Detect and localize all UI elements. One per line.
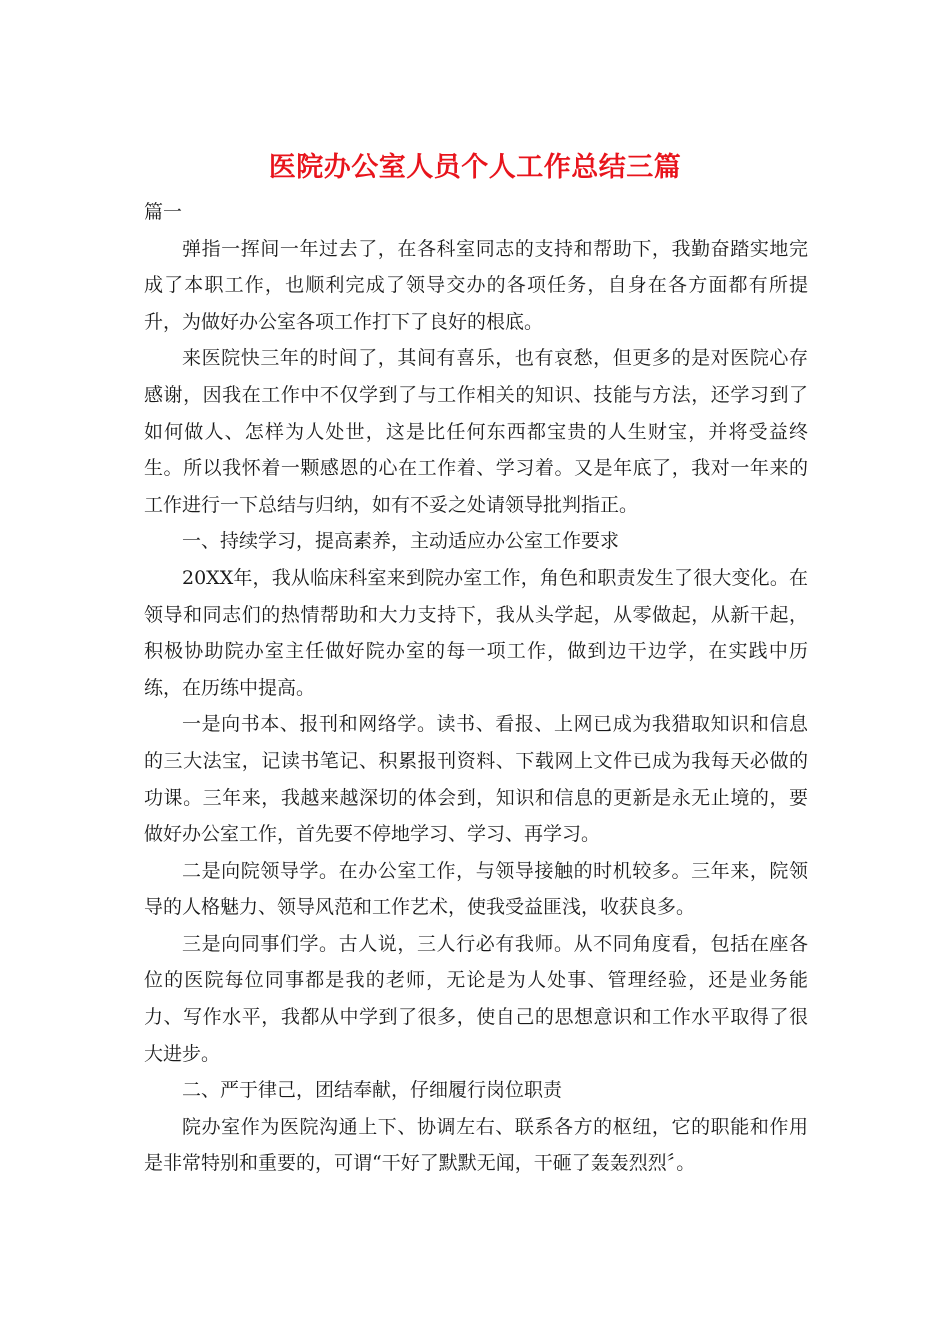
paragraph: 弹指一挥间一年过去了，在各科室同志的支持和帮助下，我勤奋踏实地完成了本职工作，也顺利完成了领导交办的各项任务，自身在各方面都有所提升，为做好办公室各项工作打下了良好的根底。 bbox=[144, 237, 808, 333]
paragraph: 来医院快三年的时间了，其间有喜乐，也有哀愁，但更多的是对医院心存感谢，因我在工作中不仅学到了与工作相关的知识、技能与方法，还学习到了如何做人、怎样为人处世，这是比任何东西都宝贵的人生财宝，并将受益终生。所以我怀着一颗感恩的心在工作着、学习着。又是年底了，我对一年来的工作进行一下总结与归纳，如有不妥之处请领导批判指正。 bbox=[144, 347, 808, 516]
paragraph: 二是向院领导学。在办公室工作，与领导接触的时机较多。三年来，院领导的人格魅力、领导风范和工作艺术，使我受益匪浅，收获良多。 bbox=[144, 859, 808, 919]
paragraph: 一是向书本、报刊和网络学。读书、看报、上网已成为我猎取知识和信息的三大法宝，记读书笔记、积累报刊资料、下载网上文件已成为我每天必做的功课。三年来，我越来越深切的体会到，知识和信息的更新是永无止境的，要做好办公室工作，首先要不停地学习、学习、再学习。 bbox=[144, 713, 808, 846]
section-heading: 一、持续学习，提高素养，主动适应办公室工作要求 bbox=[182, 530, 620, 553]
section-heading: 二、严于律己，团结奉献，仔细履行岗位职责 bbox=[182, 1079, 563, 1102]
paragraph: 三是向同事们学。古人说，三人行必有我师。从不同角度看，包括在座各位的医院每位同事都是我的老师，无论是为人处事、管理经验，还是业务能力、写作水平，我都从中学到了很多，使自己的思想意识和工作水平取得了很大进步。 bbox=[144, 932, 808, 1065]
paragraph: 20XX年，我从临床科室来到院办室工作，角色和职责发生了很大变化。在领导和同志们的热情帮助和大力支持下，我从头学起，从零做起，从新干起，积极协助院办室主任做好院办室的每一项工作，做到边干边学，在实践中历练，在历练中提高。 bbox=[144, 566, 808, 699]
document-body bbox=[144, 194, 808, 1182]
section-label: 篇一 bbox=[144, 201, 183, 223]
document-title: 医院办公室人员个人工作总结三篇 bbox=[268, 152, 682, 183]
paragraph: 院办室作为医院沟通上下、协调左右、联系各方的枢纽，它的职能和作用是非常特别和重要的，可谓“干好了默默无闻，干砸了轰轰烈烈〞。 bbox=[144, 1115, 808, 1175]
